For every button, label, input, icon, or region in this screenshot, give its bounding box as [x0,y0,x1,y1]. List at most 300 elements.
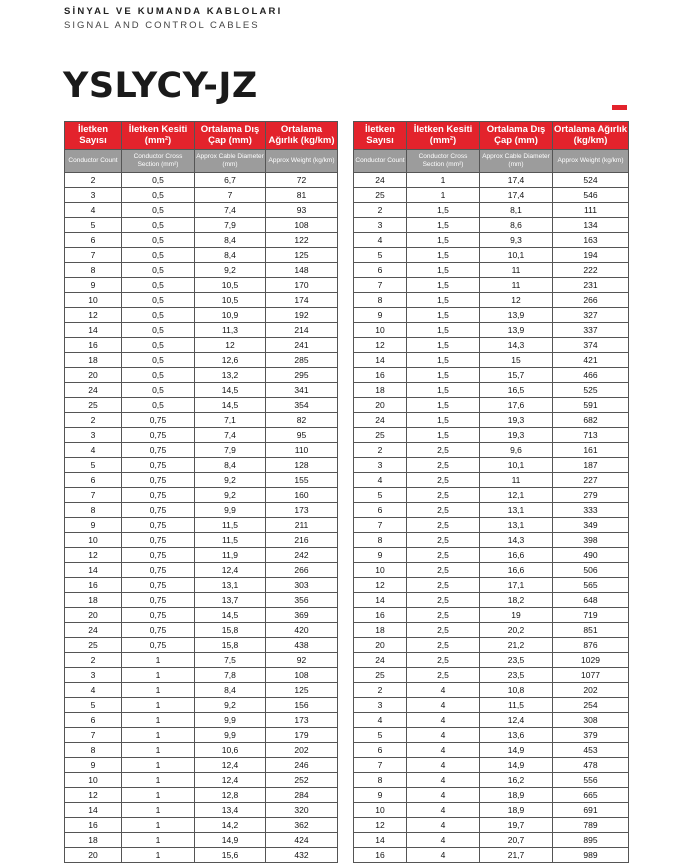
table-row [65,248,338,263]
col-header-count-tr: İletken Sayısı [354,122,407,150]
table-row [65,398,338,413]
cell-diameter: 7,8 [195,668,266,683]
table-row [65,353,338,368]
cell-count: 3 [65,188,122,203]
cell-count: 25 [354,188,407,203]
cell-section: 0,75 [122,473,195,488]
cell-count: 12 [354,338,407,353]
cell-count: 24 [354,173,407,188]
cell-section: 0,5 [122,203,195,218]
cell-diameter: 9,2 [195,698,266,713]
cell-section: 1,5 [407,428,480,443]
cell-count: 20 [354,398,407,413]
col-header-section-tr: İletken Kesiti (mm²) [122,122,195,150]
table-row [354,413,629,428]
cell-count: 6 [354,503,407,518]
table-row [65,593,338,608]
table-row [354,833,629,848]
cell-section: 4 [407,698,480,713]
cell-count: 5 [354,488,407,503]
cell-count: 16 [65,818,122,833]
cell-section: 1 [122,773,195,788]
col-header-weight-en: Approx Weight (kg/km) [266,150,338,173]
table-row [354,728,629,743]
cell-count: 2 [354,443,407,458]
cell-weight: 187 [553,458,629,473]
cell-diameter: 17,1 [480,578,553,593]
table-row [65,683,338,698]
cell-count: 18 [65,353,122,368]
table-row [65,773,338,788]
table-row [354,398,629,413]
cell-section: 0,5 [122,383,195,398]
cell-count: 4 [354,713,407,728]
cell-section: 2,5 [407,653,480,668]
table-row [65,638,338,653]
table-row [65,308,338,323]
table-row [354,608,629,623]
cell-weight: 211 [266,518,338,533]
cell-weight: 466 [553,368,629,383]
cell-weight: 214 [266,323,338,338]
cell-weight: 279 [553,488,629,503]
cell-diameter: 12,4 [195,758,266,773]
cell-weight: 895 [553,833,629,848]
cell-weight: 170 [266,278,338,293]
cell-section: 0,75 [122,578,195,593]
cell-section: 4 [407,818,480,833]
cell-diameter: 10,1 [480,248,553,263]
cell-count: 6 [354,743,407,758]
cell-section: 1 [122,713,195,728]
cell-weight: 303 [266,578,338,593]
cell-count: 10 [65,293,122,308]
cell-weight: 222 [553,263,629,278]
cell-count: 4 [65,443,122,458]
cell-diameter: 8,1 [480,203,553,218]
table-row [65,293,338,308]
cell-section: 0,75 [122,533,195,548]
cell-count: 7 [65,248,122,263]
cell-diameter: 18,2 [480,593,553,608]
cell-count: 9 [354,308,407,323]
cell-section: 0,5 [122,233,195,248]
table-row [65,218,338,233]
cell-section: 4 [407,743,480,758]
cell-diameter: 11,5 [195,518,266,533]
cell-section: 1,5 [407,248,480,263]
cell-weight: 72 [266,173,338,188]
cell-weight: 333 [553,503,629,518]
cell-count: 12 [65,548,122,563]
cell-count: 10 [65,773,122,788]
table-row [354,383,629,398]
cell-weight: 284 [266,788,338,803]
cell-diameter: 10,8 [480,683,553,698]
table-row [354,803,629,818]
cell-section: 2,5 [407,593,480,608]
cell-diameter: 11 [480,263,553,278]
cell-weight: 173 [266,713,338,728]
cell-count: 25 [65,398,122,413]
cell-section: 4 [407,848,480,863]
cell-section: 1 [122,788,195,803]
table-row [354,773,629,788]
cell-count: 3 [354,698,407,713]
cell-count: 4 [65,683,122,698]
table-row [65,263,338,278]
cell-weight: 122 [266,233,338,248]
cell-count: 16 [354,848,407,863]
product-title: YSLYCY-JZ [63,66,258,106]
cell-count: 8 [65,263,122,278]
table-row [65,368,338,383]
cell-section: 0,5 [122,308,195,323]
table-row [354,563,629,578]
cell-weight: 398 [553,533,629,548]
cell-section: 0,75 [122,548,195,563]
cell-count: 5 [65,218,122,233]
cell-weight: 1029 [553,653,629,668]
table-row [354,533,629,548]
cell-weight: 202 [553,683,629,698]
cell-count: 24 [65,383,122,398]
cell-diameter: 14,9 [480,758,553,773]
cell-section: 1,5 [407,278,480,293]
table-row [65,203,338,218]
cell-count: 14 [65,803,122,818]
cell-section: 0,75 [122,488,195,503]
cell-diameter: 12,4 [480,713,553,728]
cell-count: 4 [65,203,122,218]
cell-section: 4 [407,803,480,818]
cell-section: 0,5 [122,278,195,293]
spec-table-right [353,121,629,863]
table-row [354,698,629,713]
cell-diameter: 7,9 [195,443,266,458]
cell-count: 9 [65,518,122,533]
cell-count: 25 [354,668,407,683]
table-row [354,743,629,758]
cell-diameter: 14,5 [195,383,266,398]
cell-diameter: 21,2 [480,638,553,653]
cell-count: 20 [65,848,122,863]
table-row [65,833,338,848]
cell-diameter: 21,7 [480,848,553,863]
cell-diameter: 19,3 [480,428,553,443]
table-row [65,653,338,668]
cell-section: 4 [407,728,480,743]
cell-diameter: 9,9 [195,728,266,743]
header-row-tr [65,122,338,150]
table-row [354,668,629,683]
cell-weight: 876 [553,638,629,653]
cell-section: 0,75 [122,563,195,578]
cell-weight: 125 [266,248,338,263]
cell-weight: 160 [266,488,338,503]
cell-section: 2,5 [407,458,480,473]
cell-diameter: 10,6 [195,743,266,758]
table-row [354,173,629,188]
cell-diameter: 12,1 [480,488,553,503]
cell-weight: 851 [553,623,629,638]
cell-diameter: 19,3 [480,413,553,428]
cell-section: 1 [122,683,195,698]
table-row [65,698,338,713]
cell-weight: 148 [266,263,338,278]
cell-section: 0,75 [122,623,195,638]
cell-weight: 163 [553,233,629,248]
cell-diameter: 16,5 [480,383,553,398]
cell-count: 2 [65,653,122,668]
cell-weight: 174 [266,293,338,308]
cell-section: 4 [407,683,480,698]
cell-section: 0,75 [122,638,195,653]
cell-count: 5 [65,698,122,713]
cell-diameter: 9,3 [480,233,553,248]
cell-diameter: 7,9 [195,218,266,233]
cell-section: 1,5 [407,338,480,353]
table-row [354,443,629,458]
table-row [354,488,629,503]
cell-weight: 789 [553,818,629,833]
table-row [65,758,338,773]
cell-count: 2 [65,173,122,188]
cell-section: 0,5 [122,248,195,263]
cell-diameter: 13,1 [480,503,553,518]
cell-weight: 81 [266,188,338,203]
cell-diameter: 19,7 [480,818,553,833]
table-row [65,848,338,863]
cell-diameter: 14,3 [480,338,553,353]
cell-count: 3 [354,218,407,233]
cell-section: 4 [407,773,480,788]
cell-section: 1,5 [407,293,480,308]
cell-weight: 453 [553,743,629,758]
cell-weight: 285 [266,353,338,368]
cell-count: 16 [354,608,407,623]
table-row [65,443,338,458]
cell-weight: 682 [553,413,629,428]
cell-section: 0,5 [122,218,195,233]
col-header-section-tr: İletken Kesiti (mm²) [407,122,480,150]
cell-weight: 337 [553,323,629,338]
cell-diameter: 11,5 [480,698,553,713]
table-row [354,368,629,383]
table-row [354,578,629,593]
table-row [354,218,629,233]
table-row [354,653,629,668]
header-row-en [354,150,629,173]
table-row [354,458,629,473]
cell-count: 20 [65,608,122,623]
cell-count: 18 [65,833,122,848]
cell-count: 12 [65,308,122,323]
cell-weight: 266 [553,293,629,308]
cell-diameter: 7,4 [195,428,266,443]
cell-weight: 266 [266,563,338,578]
cell-weight: 424 [266,833,338,848]
cell-section: 2,5 [407,473,480,488]
cell-count: 9 [65,278,122,293]
cell-diameter: 8,4 [195,458,266,473]
cell-count: 3 [354,458,407,473]
cell-count: 18 [354,383,407,398]
cell-count: 24 [354,413,407,428]
cell-section: 1,5 [407,203,480,218]
table-row [354,623,629,638]
cell-diameter: 9,9 [195,713,266,728]
table-row [354,293,629,308]
cell-diameter: 9,6 [480,443,553,458]
accent-bar [612,105,627,110]
cell-count: 10 [354,563,407,578]
cell-count: 2 [354,683,407,698]
cell-count: 8 [354,773,407,788]
cell-diameter: 16,2 [480,773,553,788]
cell-weight: 241 [266,338,338,353]
cell-weight: 161 [553,443,629,458]
table-row [354,278,629,293]
table-row [65,383,338,398]
cell-weight: 691 [553,803,629,818]
cell-diameter: 15,7 [480,368,553,383]
cell-section: 2,5 [407,518,480,533]
table-row [65,428,338,443]
header-row-en [65,150,338,173]
cell-weight: 349 [553,518,629,533]
col-header-section-en: Conductor Cross Section (mm²) [407,150,480,173]
cell-section: 0,75 [122,428,195,443]
cell-diameter: 14,9 [195,833,266,848]
cell-weight: 421 [553,353,629,368]
cell-section: 1 [122,728,195,743]
cell-diameter: 11,5 [195,533,266,548]
cell-count: 9 [354,548,407,563]
cell-diameter: 8,6 [480,218,553,233]
cell-section: 0,5 [122,188,195,203]
cell-section: 2,5 [407,623,480,638]
table-row [65,788,338,803]
cell-count: 6 [65,473,122,488]
cell-count: 5 [65,458,122,473]
cell-diameter: 11,9 [195,548,266,563]
cell-count: 7 [65,728,122,743]
table-row [65,743,338,758]
cell-diameter: 11,3 [195,323,266,338]
cell-count: 12 [354,818,407,833]
cell-count: 6 [65,713,122,728]
category-title-en: SIGNAL AND CONTROL CABLES [64,20,260,31]
cell-weight: 506 [553,563,629,578]
cell-count: 2 [65,413,122,428]
table-row [65,413,338,428]
table-row [354,248,629,263]
col-header-count-tr: İletken Sayısı [65,122,122,150]
table-row [354,188,629,203]
cell-section: 1,5 [407,368,480,383]
cell-diameter: 12,8 [195,788,266,803]
category-title-tr: SİNYAL VE KUMANDA KABLOLARI [64,6,283,17]
cell-weight: 327 [553,308,629,323]
cell-section: 0,5 [122,368,195,383]
table-row [65,473,338,488]
cell-weight: 110 [266,443,338,458]
cell-count: 14 [354,353,407,368]
table-row [65,173,338,188]
table-row [65,503,338,518]
cell-diameter: 10,9 [195,308,266,323]
table-row [65,338,338,353]
cell-section: 0,75 [122,593,195,608]
cell-count: 14 [65,323,122,338]
cell-weight: 713 [553,428,629,443]
table-row [354,548,629,563]
cell-count: 16 [65,338,122,353]
col-header-weight-tr: Ortalama Ağırlık (kg/km) [266,122,338,150]
cell-diameter: 9,9 [195,503,266,518]
cell-weight: 231 [553,278,629,293]
cell-weight: 989 [553,848,629,863]
cell-diameter: 15,8 [195,638,266,653]
cell-diameter: 12,4 [195,563,266,578]
cell-weight: 202 [266,743,338,758]
cell-diameter: 8,4 [195,233,266,248]
cell-diameter: 15,8 [195,623,266,638]
table-row [354,308,629,323]
cell-count: 20 [65,368,122,383]
cell-section: 2,5 [407,533,480,548]
cell-section: 1 [122,653,195,668]
cell-diameter: 15,6 [195,848,266,863]
cell-weight: 246 [266,758,338,773]
cell-count: 14 [354,833,407,848]
cell-weight: 362 [266,818,338,833]
cell-count: 25 [65,638,122,653]
cell-diameter: 18,9 [480,803,553,818]
cell-diameter: 19 [480,608,553,623]
table-row [65,278,338,293]
cell-count: 10 [354,803,407,818]
table-row [354,203,629,218]
cell-section: 2,5 [407,443,480,458]
cell-weight: 525 [553,383,629,398]
cell-weight: 524 [553,173,629,188]
table-row [65,578,338,593]
cell-weight: 192 [266,308,338,323]
cell-diameter: 13,1 [480,518,553,533]
cell-section: 2,5 [407,638,480,653]
cell-section: 0,75 [122,503,195,518]
table-row [354,353,629,368]
table-row [354,818,629,833]
cell-weight: 320 [266,803,338,818]
cell-section: 1 [122,668,195,683]
cell-section: 2,5 [407,548,480,563]
cell-section: 4 [407,833,480,848]
cell-section: 1,5 [407,233,480,248]
cell-diameter: 10,1 [480,458,553,473]
cell-diameter: 8,4 [195,248,266,263]
table-row [354,473,629,488]
cell-weight: 92 [266,653,338,668]
cell-diameter: 13,2 [195,368,266,383]
cell-section: 2,5 [407,503,480,518]
cell-weight: 82 [266,413,338,428]
cell-section: 2,5 [407,488,480,503]
cell-section: 0,5 [122,353,195,368]
cell-section: 1 [122,743,195,758]
